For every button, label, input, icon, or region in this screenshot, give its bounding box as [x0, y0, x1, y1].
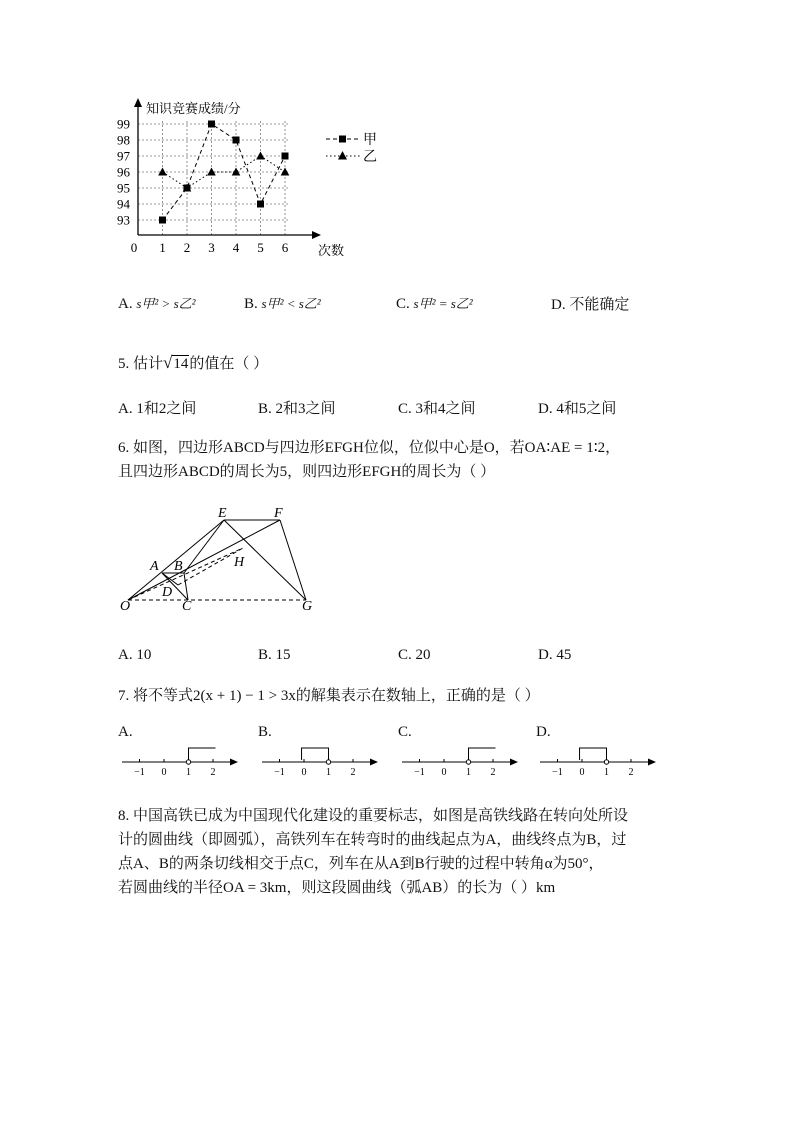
q5-stem: 5. 估计√14的值在（ ） — [118, 353, 269, 372]
tick-label: 2 — [210, 767, 216, 778]
y-tick-label: 95 — [117, 180, 130, 196]
q5-option-b: B. 2和3之间 — [258, 401, 336, 417]
data-point-yi — [207, 168, 216, 176]
point-label-b: B — [174, 559, 183, 574]
q7-stem: 7. 将不等式2(x + 1) − 1 > 3x的解集表示在数轴上，正确的是（ ） — [118, 688, 540, 704]
chart-ticks — [117, 117, 289, 256]
q6-option-d: D. 45 — [538, 647, 572, 663]
x-tick-label: 4 — [232, 240, 240, 255]
tick-label: −1 — [274, 767, 285, 778]
data-point-jia — [233, 137, 240, 144]
point-label-o: O — [120, 599, 131, 614]
point-label-h: H — [234, 555, 245, 570]
x-tick-label: 6 — [281, 240, 289, 255]
q7-option-c-label: C. — [398, 724, 412, 740]
number-line-d — [536, 742, 666, 778]
tick-label: −1 — [134, 767, 145, 778]
legend-square-marker — [339, 136, 346, 143]
x-tick-label: 2 — [183, 240, 191, 255]
axis-arrow — [230, 759, 238, 766]
homothety-figure — [110, 500, 330, 640]
open-point — [186, 760, 190, 764]
q5-option-d: D. 4和5之间 — [538, 401, 617, 417]
y-tick-label: 99 — [117, 116, 130, 132]
tick-label: 1 — [186, 767, 191, 778]
score-line-chart — [110, 92, 400, 267]
q4-option-a: A. s甲² > s乙² — [118, 296, 196, 312]
tick-label: −1 — [414, 767, 425, 778]
open-point — [326, 760, 330, 764]
q6-stem-line2: 且四边形ABCD的周长为5，则四边形EFGH的周长为（ ） — [118, 464, 496, 480]
axis-arrow — [370, 759, 378, 766]
sqrt-radicand: 14 — [173, 356, 189, 372]
x-tick-label: 5 — [257, 240, 264, 255]
origin-label: 0 — [130, 240, 138, 255]
open-point — [466, 760, 470, 764]
q7-option-b-label: B. — [258, 724, 272, 740]
number-line-b — [258, 742, 388, 778]
q5-option-c: C. 3和4之间 — [398, 401, 476, 417]
q7-option-a-label: A. — [118, 724, 133, 740]
q4-option-b: B. s甲² < s乙² — [244, 296, 321, 312]
q8-stem-line3: 点A、B的两条切线相交于点C，列车在从A到B行驶的过程中转角α为50°， — [118, 856, 604, 872]
solution-bracket — [469, 748, 496, 760]
chart-legend — [326, 132, 377, 165]
x-axis-label: 次数 — [318, 243, 345, 258]
tick-label: 1 — [466, 767, 471, 778]
tick-label: −1 — [552, 767, 563, 778]
number-line-c — [398, 742, 528, 778]
q5-option-a: A. 1和2之间 — [118, 401, 197, 417]
tick-label: 0 — [441, 767, 447, 778]
tick-label: 2 — [350, 767, 356, 778]
axis-arrow — [510, 759, 518, 766]
legend-label-jia: 甲 — [363, 133, 377, 148]
tick-label: 0 — [161, 767, 167, 778]
y-tick-label: 96 — [117, 164, 130, 180]
solution-bracket — [302, 748, 329, 760]
tick-label: 2 — [628, 767, 634, 778]
data-point-jia — [257, 201, 264, 208]
q6-option-b: B. 15 — [258, 647, 291, 663]
q7-option-d-label: D. — [536, 724, 551, 740]
x-tick-label: 1 — [159, 240, 166, 255]
legend-triangle-marker — [338, 151, 347, 160]
solution-bracket — [189, 748, 216, 760]
q8-stem-line1: 8. 中国高铁已成为中国现代化建设的重要标志，如图是高铁线路在转向处所设 — [118, 808, 629, 824]
q6-option-c: C. 20 — [398, 647, 431, 663]
data-point-yi — [158, 168, 167, 176]
q4-option-c: C. s甲² = s乙² — [396, 296, 473, 312]
open-point — [604, 760, 608, 764]
point-label-c: C — [182, 599, 192, 614]
number-line-a — [118, 742, 248, 778]
axis-arrow — [648, 759, 656, 766]
data-point-yi — [256, 152, 265, 160]
q6-option-a: A. 10 — [118, 647, 152, 663]
legend-label-yi: 乙 — [363, 150, 377, 165]
x-axis-arrow — [312, 231, 321, 239]
x-tick-label: 3 — [208, 240, 215, 255]
sqrt-symbol: √ — [163, 353, 173, 372]
point-label-g: G — [302, 599, 313, 614]
tick-label: 1 — [604, 767, 609, 778]
point-label-d: D — [162, 585, 173, 600]
y-tick-label: 93 — [117, 212, 130, 228]
q8-stem-line4: 若圆曲线的半径OA = 3km，则这段圆曲线（弧AB）的长为（ ）km — [118, 880, 556, 896]
y-tick-label: 98 — [117, 132, 130, 148]
point-label-e: E — [218, 506, 227, 521]
solution-bracket — [580, 748, 607, 760]
y-axis-label: 知识竞赛成绩/分 — [146, 101, 241, 116]
q4-option-d: D. 不能确定 — [551, 297, 630, 313]
data-point-jia — [159, 217, 166, 224]
q6-stem-line1: 6. 如图，四边形ABCD与四边形EFGH位似，位似中心是O，若OA∶AE = 1∶2， — [118, 440, 621, 456]
tick-label: 2 — [490, 767, 496, 778]
data-point-jia — [208, 121, 215, 128]
data-point-jia — [282, 153, 289, 160]
point-label-f: F — [274, 506, 283, 521]
y-axis-arrow — [134, 98, 142, 107]
tick-label: 0 — [301, 767, 307, 778]
point-label-a: A — [150, 559, 159, 574]
y-tick-label: 94 — [117, 196, 130, 212]
y-tick-label: 97 — [117, 148, 130, 164]
tick-label: 1 — [326, 767, 331, 778]
tick-label: 0 — [579, 767, 585, 778]
data-point-yi — [281, 168, 290, 176]
q8-stem-line2: 计的圆曲线（即圆弧），高铁列车在转弯时的曲线起点为A，曲线终点为B，过 — [118, 832, 627, 848]
